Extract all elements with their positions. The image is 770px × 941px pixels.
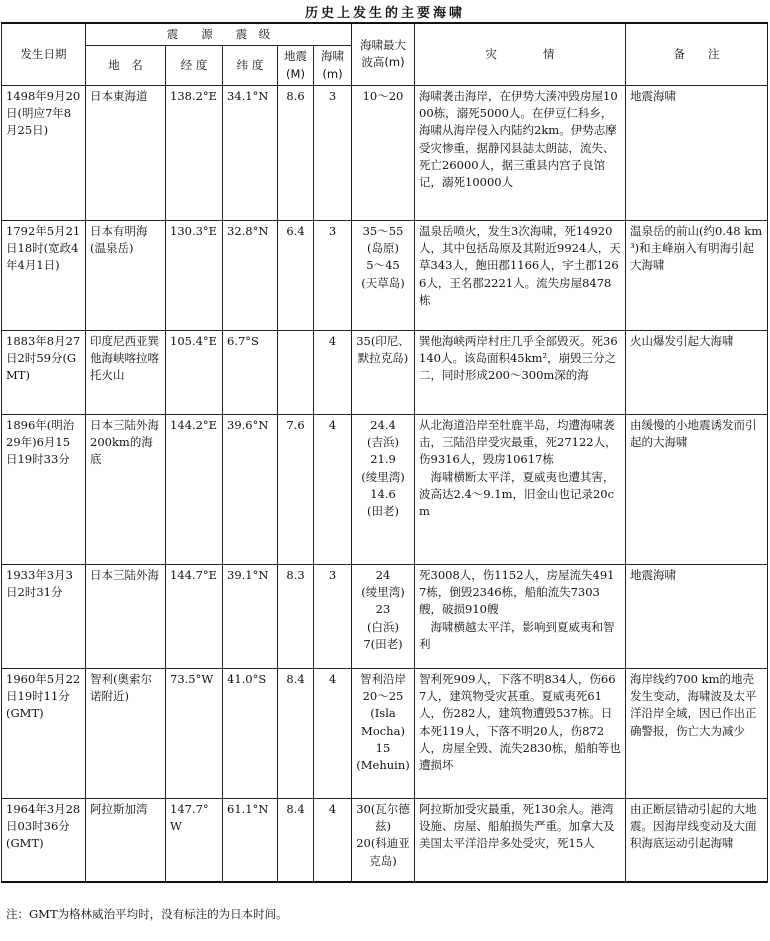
cell-max-wave: 24 (绫里湾) 23 (白浜) 7(田老): [352, 564, 415, 668]
cell-max-wave: 30(瓦尔德兹) 20(科迪亚克岛): [352, 798, 415, 882]
header-latitude: 纬 度: [223, 46, 278, 86]
cell-location: 日本東海道: [86, 85, 166, 220]
header-damage: 灾 情: [415, 23, 626, 85]
cell-quake-mag: 8.6: [278, 85, 314, 220]
header-longitude: 经 度: [166, 46, 223, 86]
cell-date: 1960年5月22日19时11分(GMT): [2, 668, 86, 798]
cell-date: 1933年3月3日2时31分: [2, 564, 86, 668]
cell-remarks: 海岸线约700 km的地壳发生变动，海啸波及太平洋沿岸全域，因已作出正确警报，伤亡大为减少: [626, 668, 768, 798]
cell-quake-mag: 8.3: [278, 564, 314, 668]
cell-location: 印度尼西亚巽他海峡喀拉喀托火山: [86, 330, 166, 414]
cell-date: 1498年9月20日(明应7年8月25日): [2, 85, 86, 220]
cell-location: 阿拉斯加湾: [86, 798, 166, 882]
cell-longitude: 144.2°E: [166, 414, 223, 564]
cell-remarks: 火山爆发引起大海啸: [626, 330, 768, 414]
cell-longitude: 105.4°E: [166, 330, 223, 414]
header-max-wave: 海啸最大波高(m): [352, 23, 415, 85]
cell-quake-mag: 8.4: [278, 798, 314, 882]
cell-latitude: 32.8°N: [223, 220, 278, 330]
cell-location: 日本三陆外海200km的海底: [86, 414, 166, 564]
footnote: 注：GMT为格林威治平均时，没有标注的为日本时间。: [6, 907, 288, 921]
cell-tsunami-mag: 4: [314, 414, 352, 564]
cell-tsunami-mag: 3: [314, 564, 352, 668]
cell-longitude: 73.5°W: [166, 668, 223, 798]
header-row-1: [2, 23, 768, 46]
table-row: [2, 798, 768, 882]
cell-remarks: 由缓慢的小地震诱发而引起的大海啸: [626, 414, 768, 564]
cell-date: 1896年(明治29年)6月15日19时33分: [2, 414, 86, 564]
cell-latitude: 61.1°N: [223, 798, 278, 882]
cell-max-wave: 智利沿岸 20～25 (Isla Mocha) 15 (Mehuin): [352, 668, 415, 798]
cell-latitude: 41.0°S: [223, 668, 278, 798]
cell-damage: 温泉岳喷火，发生3次海啸，死14920人，其中包括岛原及其附近9924人，天草343人，飽田郡1166人，宇土郡1266人，王名郡2221人。流失房屋8478栋: [415, 220, 626, 330]
cell-remarks: 温泉岳的前山(约0.48 km³)和主峰崩入有明海引起大海啸: [626, 220, 768, 330]
cell-max-wave: 35(印尼、默拉克岛): [352, 330, 415, 414]
cell-damage: 阿拉斯加受灾最重，死130余人。港湾设施、房屋、船舶损失严重。加拿大及美国太平洋沿岸多处受灾，死15人: [415, 798, 626, 882]
cell-tsunami-mag: 3: [314, 220, 352, 330]
cell-tsunami-mag: 4: [314, 798, 352, 882]
cell-max-wave: 10～20: [352, 85, 415, 220]
cell-quake-mag: 7.6: [278, 414, 314, 564]
cell-quake-mag: 8.4: [278, 668, 314, 798]
cell-damage: 巽他海峡两岸村庄几乎全部毁灭。死36140人。该岛面积45km²，崩毁三分之二，同时形成200～300m深的海: [415, 330, 626, 414]
table-row: [2, 330, 768, 414]
cell-damage: 海啸袭击海岸，在伊势大湊冲毁房屋1000栋，溺死5000人。在伊豆仁科乡，海啸从海岸侵入内陆约2km。伊势志摩受灾惨重，据静冈县誌太朗誌，流失、死亡26000人，据三重县内宫子良馆记，溺死10000人: [415, 85, 626, 220]
table-row: [2, 564, 768, 668]
cell-damage: 从北海道沿岸至牡鹿半岛，均遭海啸袭击，三陆沿岸受灾最重，死27122人，伤9316人，毁房10617栋 海啸横断太平洋，夏威夷也遭其害，波高达2.4～9.1m，旧金山也记录20cm: [415, 414, 626, 564]
cell-tsunami-mag: 4: [314, 668, 352, 798]
cell-longitude: 144.7°E: [166, 564, 223, 668]
cell-date: 1964年3月28日03时36分(GMT): [2, 798, 86, 882]
header-source-group: 震 源 震 级: [86, 23, 352, 46]
cell-latitude: 39.6°N: [223, 414, 278, 564]
header-tsunami-mag: 海啸(m): [314, 46, 352, 86]
cell-location: 智利(奥索尔诺附近): [86, 668, 166, 798]
cell-longitude: 130.3°E: [166, 220, 223, 330]
cell-quake-mag: [278, 330, 314, 414]
table-title: 历史上发生的主要海啸: [304, 6, 465, 21]
cell-remarks: 由正断层错动引起的大地震。因海岸线变动及大面积海底运动引起海啸: [626, 798, 768, 882]
cell-damage: 死3008人，伤1152人，房屋流失4917栋，倒毁2346栋，船舶流失7303艘，破损910艘 海啸横越太平洋，影响到夏威夷和智利: [415, 564, 626, 668]
table-row: [2, 220, 768, 330]
cell-damage: 智利死909人，下落不明834人，伤667人，建筑物受灾甚重。夏威夷死61人，伤282人，建筑物遭毁537栋。日本死119人，下落不明20人，伤872人，房屋全毁、流失2830栋，船舶等也遭损坏: [415, 668, 626, 798]
cell-remarks: 地震海啸: [626, 564, 768, 668]
header-date: 发生日期: [2, 23, 86, 85]
cell-longitude: 147.7°W: [166, 798, 223, 882]
header-location: 地 名: [86, 46, 166, 86]
cell-latitude: 6.7°S: [223, 330, 278, 414]
cell-longitude: 138.2°E: [166, 85, 223, 220]
cell-tsunami-mag: 4: [314, 330, 352, 414]
cell-tsunami-mag: 3: [314, 85, 352, 220]
cell-quake-mag: 6.4: [278, 220, 314, 330]
header-quake-mag: 地震(M): [278, 46, 314, 86]
cell-latitude: 39.1°N: [223, 564, 278, 668]
cell-latitude: 34.1°N: [223, 85, 278, 220]
cell-date: 1883年8月27日2时59分(GMT): [2, 330, 86, 414]
cell-max-wave: 35～55 (岛原) 5～45 (天草岛): [352, 220, 415, 330]
table-row: [2, 414, 768, 564]
table-row: [2, 668, 768, 798]
cell-location: 日本有明海(温泉岳): [86, 220, 166, 330]
cell-date: 1792年5月21日18时(宽政4年4月1日): [2, 220, 86, 330]
tsunami-table: [1, 22, 768, 883]
table-row: [2, 85, 768, 220]
header-remarks: 备 注: [626, 23, 768, 85]
cell-location: 日本三陆外海: [86, 564, 166, 668]
cell-remarks: 地震海啸: [626, 85, 768, 220]
cell-max-wave: 24.4 (吉浜) 21.9 (绫里湾) 14.6 (田老): [352, 414, 415, 564]
